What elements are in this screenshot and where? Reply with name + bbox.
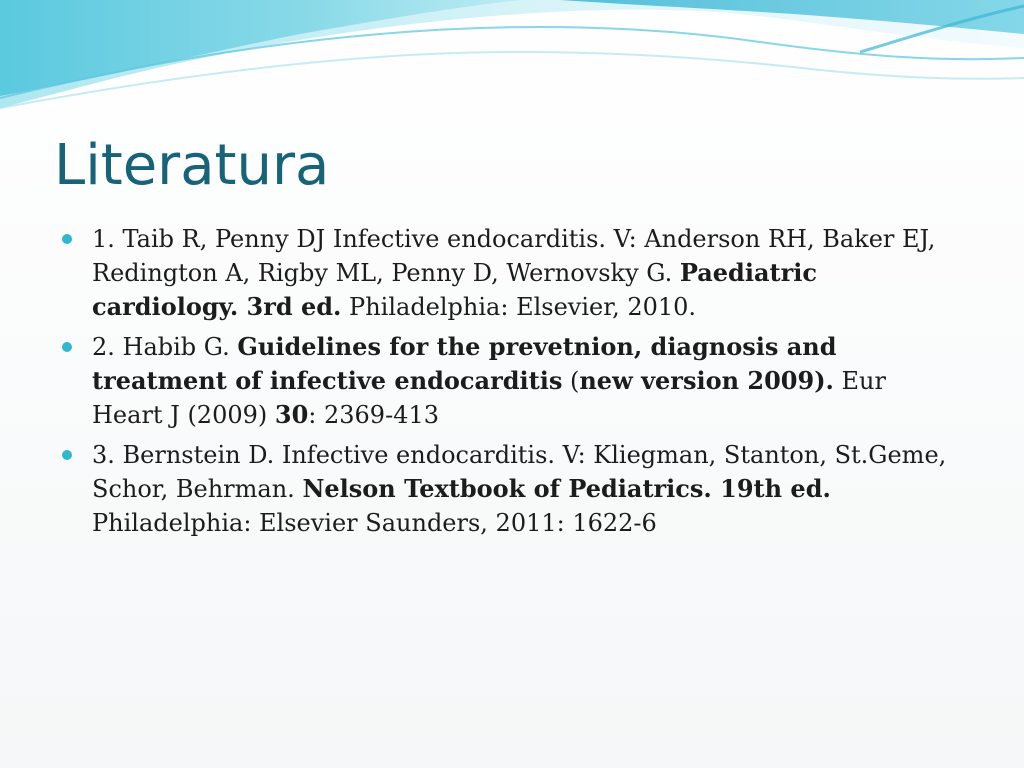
reference-1-tail: Philadelphia: Elsevier, 2010. — [341, 293, 697, 321]
reference-list — [62, 222, 962, 546]
reference-2-version: new version 2009). — [579, 366, 834, 395]
reference-item-3 — [62, 438, 962, 540]
reference-3-lead: 3. Bernstein D. Infective endocarditis. V: Kliegman, Stanton, St.Geme, Schor, Behrman. — [92, 441, 947, 503]
reference-1-title: Paediatric cardiology. 3rd ed. — [92, 258, 817, 321]
reference-2-title: Guidelines for the prevetnion, diagnosis and treatment of infective endocarditis — [92, 332, 837, 395]
bullet-dot-icon — [62, 342, 72, 352]
reference-3-tail: Philadelphia: Elsevier Saunders, 2011: 1622-6 — [92, 509, 657, 537]
reference-2-mid-2: Eur Heart J (2009) — [92, 367, 886, 429]
slide-title: Literatura — [54, 133, 330, 198]
reference-2-mid-1: ( — [562, 367, 580, 395]
bullet-dot-icon — [62, 234, 72, 244]
decorative-wave-header — [0, 0, 1024, 120]
reference-item-2 — [62, 330, 962, 432]
reference-1-lead: 1. Taib R, Penny DJ Infective endocarditis. V: Anderson RH, Baker EJ, Redington A, Rigby ML, Penny D, Wernovsky G. — [92, 225, 936, 287]
reference-2-tail: : 2369-413 — [308, 401, 439, 429]
reference-2-volume: 30 — [274, 400, 309, 429]
bullet-dot-icon — [62, 450, 72, 460]
reference-3-title: Nelson Textbook of Pediatrics. 19th ed. — [302, 474, 831, 503]
reference-item-1 — [62, 222, 962, 324]
reference-2-lead: 2. Habib G. — [92, 333, 238, 361]
